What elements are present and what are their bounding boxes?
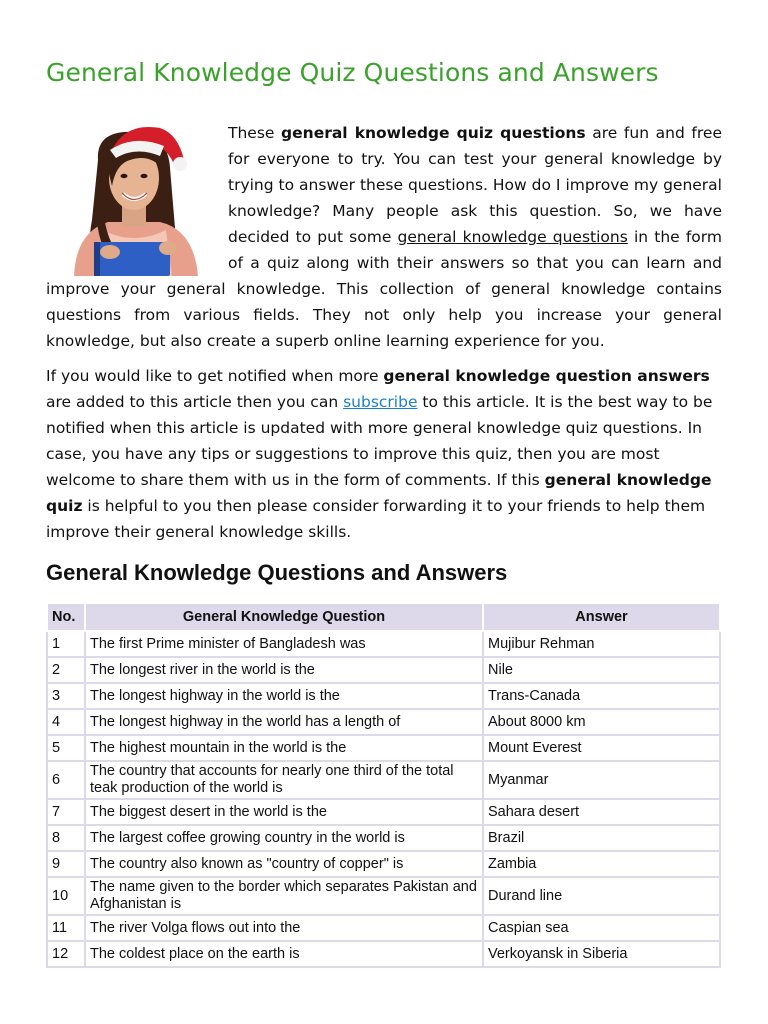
cell-number: 11	[47, 915, 85, 941]
qa-table	[46, 602, 721, 968]
page-title: General Knowledge Quiz Questions and Answers	[46, 58, 659, 87]
cell-question: The country also known as "country of copper" is	[85, 851, 483, 877]
table-row	[47, 941, 720, 967]
cell-answer: Sahara desert	[483, 799, 720, 825]
cell-number: 3	[47, 683, 85, 709]
table-header-row	[47, 603, 720, 631]
notification-paragraph: If you would like to get notified when more general knowledge question answers are added to this article then you can subscribe to this article. It is the best way to be notified when this article is updated with more general knowledge quiz questions. In case, you have any tips or suggestions to improve this quiz, then you are most welcome to share them with us in the form of comments. If this general knowledge quiz is helpful to you then please consider forwarding it to your friends to help them improve their general knowledge skills.	[46, 367, 713, 541]
bold-phrase: general knowledge quiz questions	[281, 124, 586, 142]
table-row	[47, 851, 720, 877]
student-photo	[56, 120, 216, 276]
cell-number: 5	[47, 735, 85, 761]
header-answer: Answer	[483, 603, 720, 631]
girl-with-santa-hat-image	[56, 120, 216, 276]
cell-answer: Mujibur Rehman	[483, 631, 720, 657]
cell-question: The name given to the border which separates Pakistan and Afghanistan is	[85, 877, 483, 915]
intro-paragraph: These general knowledge quiz questions are fun and free for everyone to try. You can test your general knowledge by trying to answer these questions. How do I improve my general knowledge? Many people ask this question. So, we have decided to put some general knowledge questions in the form of a quiz along with their answers so that you can learn and improve your general knowledge. This collection of general knowledge contains questions from various fields. They not only help you increase your general knowledge, but also create a superb online learning experience for you.	[46, 120, 722, 354]
cell-number: 10	[47, 877, 85, 915]
cell-answer: Brazil	[483, 825, 720, 851]
cell-number: 7	[47, 799, 85, 825]
cell-answer: Mount Everest	[483, 735, 720, 761]
cell-number: 8	[47, 825, 85, 851]
cell-answer: Trans-Canada	[483, 683, 720, 709]
cell-answer: Durand line	[483, 877, 720, 915]
table-body	[47, 631, 720, 967]
cell-question: The longest highway in the world is the	[85, 683, 483, 709]
cell-answer: Nile	[483, 657, 720, 683]
cell-number: 2	[47, 657, 85, 683]
cell-question: The coldest place on the earth is	[85, 941, 483, 967]
cell-number: 9	[47, 851, 85, 877]
cell-question: The largest coffee growing country in the world is	[85, 825, 483, 851]
cell-number: 1	[47, 631, 85, 657]
cell-answer: Myanmar	[483, 761, 720, 799]
subscribe-link[interactable]: subscribe	[343, 393, 418, 411]
table-row	[47, 735, 720, 761]
cell-question: The biggest desert in the world is the	[85, 799, 483, 825]
table-row	[47, 709, 720, 735]
header-question: General Knowledge Question	[85, 603, 483, 631]
cell-question: The longest river in the world is the	[85, 657, 483, 683]
bold-phrase: general knowledge quiz	[46, 471, 712, 515]
table-row	[47, 915, 720, 941]
table-row	[47, 657, 720, 683]
cell-answer: About 8000 km	[483, 709, 720, 735]
cell-question: The longest highway in the world has a length of	[85, 709, 483, 735]
cell-answer: Verkoyansk in Siberia	[483, 941, 720, 967]
general-knowledge-questions-link[interactable]: general knowledge questions	[397, 228, 628, 246]
table-row	[47, 825, 720, 851]
table-row	[47, 761, 720, 799]
table-row	[47, 877, 720, 915]
cell-question: The country that accounts for nearly one third of the total teak production of the world is	[85, 761, 483, 799]
cell-answer: Caspian sea	[483, 915, 720, 941]
cell-question: The river Volga flows out into the	[85, 915, 483, 941]
table-row	[47, 799, 720, 825]
cell-number: 4	[47, 709, 85, 735]
cell-question: The first Prime minister of Bangladesh was	[85, 631, 483, 657]
cell-number: 12	[47, 941, 85, 967]
header-no: No.	[47, 603, 85, 631]
cell-number: 6	[47, 761, 85, 799]
cell-answer: Zambia	[483, 851, 720, 877]
section-heading: General Knowledge Questions and Answers	[46, 560, 508, 585]
cell-question: The highest mountain in the world is the	[85, 735, 483, 761]
bold-phrase: general knowledge question answers	[383, 367, 710, 385]
table-row	[47, 631, 720, 657]
table-row	[47, 683, 720, 709]
